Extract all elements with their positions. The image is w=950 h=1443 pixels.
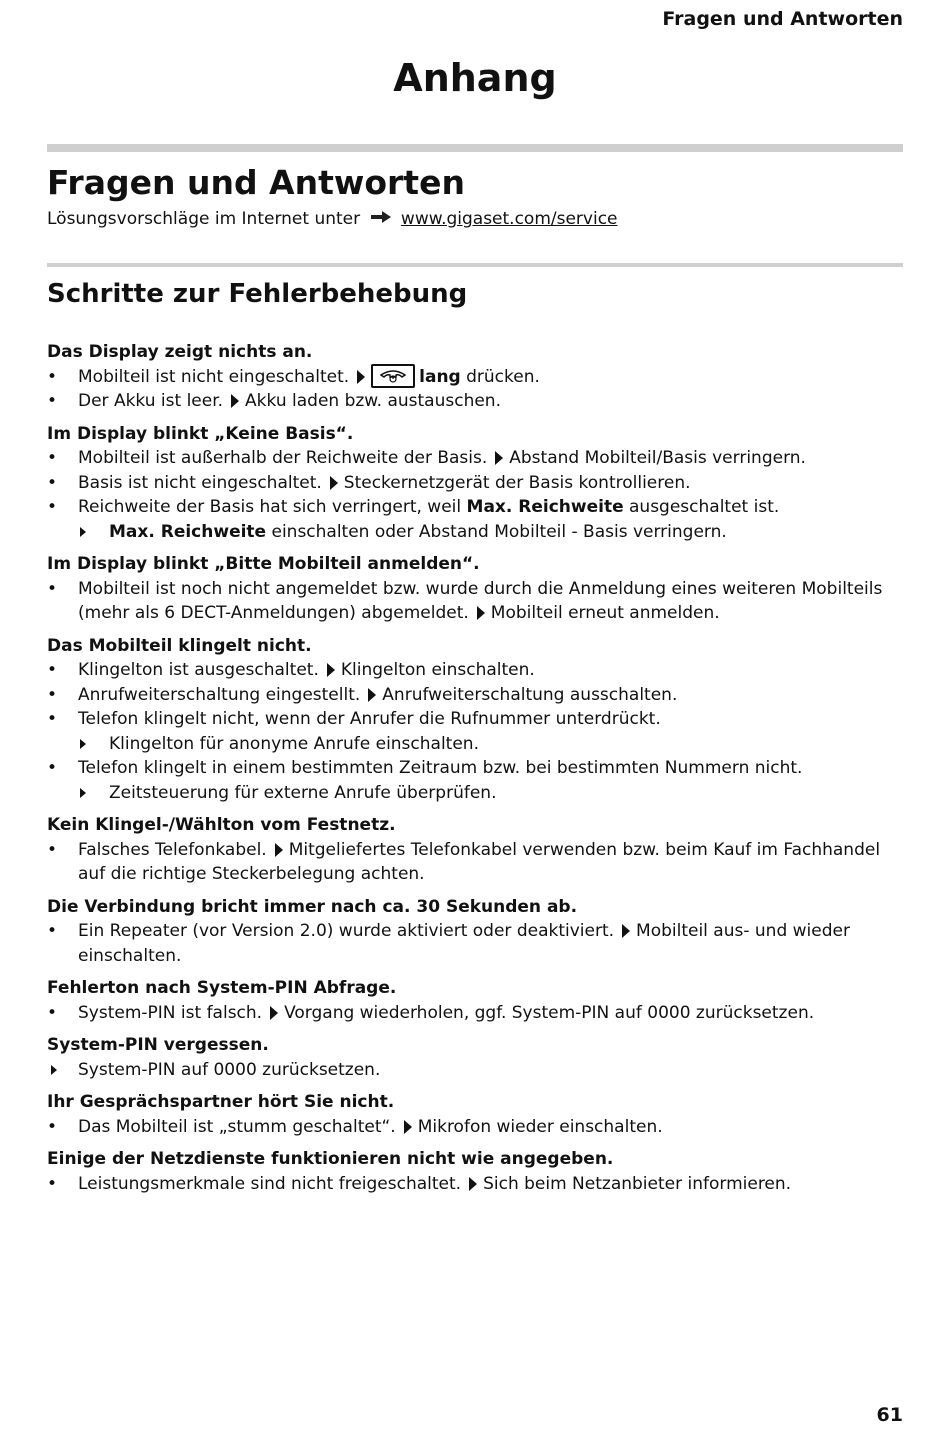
chapter-title: Anhang — [393, 56, 557, 100]
intro-text: Lösungsvorschläge im Internet unter — [47, 209, 361, 229]
bullet-item — [47, 389, 903, 414]
item-text: Leistungsmerkmale sind nicht freigeschaltet. — [78, 1173, 462, 1194]
item-text: Abstand Mobilteil/Basis verringern. — [509, 448, 806, 468]
intro-line — [47, 209, 618, 229]
bullet-icon: • — [47, 921, 58, 941]
triangle-right-icon — [80, 520, 100, 545]
item-text: Mobilteil ist außerhalb der Reichweite der Basis. — [78, 448, 488, 468]
problem-title: Fehlerton nach System-PIN Abfrage. — [47, 978, 397, 998]
bullet-item — [47, 577, 903, 626]
bullet-icon: • — [47, 660, 58, 680]
item-text: Mobilteil erneut anmelden. — [490, 603, 720, 623]
problem-group — [47, 895, 903, 969]
bullet-icon: • — [47, 472, 58, 493]
item-text: Ein Repeater (vor Version 2.0) wurde aktiviert oder deaktiviert. — [78, 921, 615, 941]
item-text: Klingelton einschalten. — [340, 660, 535, 680]
problem-group — [47, 1033, 903, 1082]
step-arrow-icon — [231, 394, 239, 408]
bullet-icon: • — [47, 578, 58, 599]
item-text: Max. Reichweite — [466, 497, 624, 517]
step-arrow-icon — [327, 663, 335, 677]
step-arrow-icon — [270, 1006, 278, 1020]
bullet-item — [47, 683, 903, 708]
troubleshooting-list — [47, 340, 903, 1204]
item-text: System-PIN auf 0000 zurücksetzen. — [78, 1059, 381, 1080]
running-head: Fragen und Antworten — [662, 8, 903, 30]
instruction-item — [47, 781, 903, 806]
triangle-right-icon — [80, 781, 100, 806]
bullet-icon: • — [47, 1116, 58, 1137]
item-text: Klingelton für anonyme Anrufe einschalten. — [109, 733, 479, 754]
triangle-right-icon — [51, 1058, 71, 1083]
step-arrow-icon — [469, 1177, 477, 1191]
problem-title: Die Verbindung bricht immer nach ca. 30 Sekunden ab. — [47, 896, 578, 917]
instruction-item — [47, 1058, 903, 1083]
item-text: Klingelton ist ausgeschaltet. — [78, 660, 319, 680]
bullet-icon: • — [47, 839, 58, 860]
problem-group — [47, 422, 903, 545]
problem-group — [47, 976, 903, 1025]
triangle-right-icon — [80, 732, 100, 757]
problem-title: Das Display zeigt nichts an. — [47, 342, 313, 362]
bullet-icon: • — [47, 709, 58, 729]
bullet-item — [47, 838, 903, 887]
instruction-item — [47, 520, 903, 545]
item-text: System-PIN ist falsch. — [78, 1002, 263, 1023]
item-text: Mikrofon wieder einschalten. — [417, 1116, 663, 1137]
bullet-item — [47, 756, 903, 781]
problem-group — [47, 1147, 903, 1196]
item-text: Zeitsteuerung für externe Anrufe überprüfen. — [109, 782, 497, 803]
item-text: lang — [419, 366, 461, 387]
bullet-item — [47, 495, 903, 520]
item-text: Steckernetzgerät der Basis kontrollieren. — [343, 472, 691, 493]
section-title: Fragen und Antworten — [47, 163, 465, 202]
item-text: Das Mobilteil ist „stumm geschaltet“. — [78, 1116, 396, 1137]
section-divider — [47, 144, 903, 152]
step-arrow-icon — [477, 606, 485, 620]
instruction-item — [47, 732, 903, 757]
problem-title: Kein Klingel-/Wählton vom Festnetz. — [47, 815, 396, 835]
end-call-key-icon — [371, 364, 415, 388]
bullet-item — [47, 919, 903, 968]
item-text: Max. Reichweite — [109, 521, 267, 542]
item-text: Falsches Telefonkabel. — [78, 839, 267, 860]
problem-group — [47, 1090, 903, 1139]
item-text: drücken. — [460, 366, 540, 387]
item-text: Reichweite der Basis hat sich verringert, weil — [78, 497, 467, 517]
step-arrow-icon — [357, 370, 365, 384]
item-text: Akku laden bzw. austauschen. — [245, 391, 501, 411]
bullet-icon: • — [47, 758, 58, 778]
bullet-item — [47, 446, 903, 471]
bullet-icon: • — [47, 448, 58, 468]
item-text: Der Akku ist leer. — [78, 391, 224, 411]
item-text: einschalten oder Abstand Mobilteil - Basis verringern. — [266, 521, 727, 542]
step-arrow-icon — [495, 451, 503, 465]
bullet-item — [47, 1115, 903, 1140]
bullet-item — [47, 1001, 903, 1026]
bullet-item — [47, 365, 903, 390]
item-text: Anrufweiterschaltung eingestellt. — [78, 684, 361, 705]
bullet-icon: • — [47, 497, 58, 517]
item-text: Telefon klingelt in einem bestimmten Zeitraum bzw. bei bestimmten Nummern nicht. — [78, 758, 803, 778]
problem-group — [47, 552, 903, 626]
problem-title: Einige der Netzdienste funktionieren nicht wie angegeben. — [47, 1149, 614, 1169]
item-text: Vorgang wiederholen, ggf. System-PIN auf 0000 zurücksetzen. — [284, 1002, 815, 1023]
problem-group — [47, 634, 903, 806]
item-text: Mobilteil ist noch nicht angemeldet bzw. wurde durch die Anmeldung eines weiteren Mobilteils (mehr als 6 DECT-Anmeldungen) abgemeldet. — [78, 578, 883, 623]
bullet-icon: • — [47, 684, 58, 705]
page-number: 61 — [876, 1404, 903, 1426]
bullet-item — [47, 471, 903, 496]
bullet-icon: • — [47, 1002, 58, 1023]
arrow-right-icon — [370, 209, 392, 229]
subsection-title: Schritte zur Fehlerbehebung — [47, 279, 468, 309]
bullet-icon: • — [47, 391, 58, 411]
step-arrow-icon — [275, 843, 283, 857]
problem-title: Im Display blinkt „Bitte Mobilteil anmelden“. — [47, 554, 480, 574]
item-text: Mitgeliefertes Telefonkabel verwenden bzw. beim Kauf im Fachhandel auf die richtige Steckerbelegung achten. — [78, 839, 881, 884]
problem-title: System-PIN vergessen. — [47, 1035, 269, 1055]
item-text: Mobilteil ist nicht eingeschaltet. — [78, 366, 350, 387]
service-link[interactable]: www.gigaset.com/service — [400, 209, 618, 229]
problem-title: Im Display blinkt „Keine Basis“. — [47, 423, 354, 444]
step-arrow-icon — [368, 688, 376, 702]
item-text: Anrufweiterschaltung ausschalten. — [382, 684, 678, 705]
step-arrow-icon — [622, 924, 630, 938]
subsection-divider — [47, 263, 903, 267]
item-text: Basis ist nicht eingeschaltet. — [78, 472, 322, 493]
item-text: Sich beim Netzanbieter informieren. — [483, 1173, 792, 1194]
bullet-item — [47, 1172, 903, 1197]
problem-group — [47, 813, 903, 887]
bullet-icon: • — [47, 1173, 58, 1194]
item-text: Mobilteil aus- und wieder einschalten. — [78, 921, 850, 966]
item-text: ausgeschaltet ist. — [623, 497, 780, 517]
bullet-item — [47, 707, 903, 732]
problem-title: Das Mobilteil klingelt nicht. — [47, 635, 312, 656]
bullet-item — [47, 658, 903, 683]
item-text: Telefon klingelt nicht, wenn der Anrufer die Rufnummer unterdrückt. — [78, 709, 661, 729]
step-arrow-icon — [330, 476, 338, 490]
step-arrow-icon — [404, 1120, 412, 1134]
problem-title: Ihr Gesprächspartner hört Sie nicht. — [47, 1092, 395, 1112]
bullet-icon: • — [47, 366, 58, 387]
problem-group — [47, 340, 903, 414]
